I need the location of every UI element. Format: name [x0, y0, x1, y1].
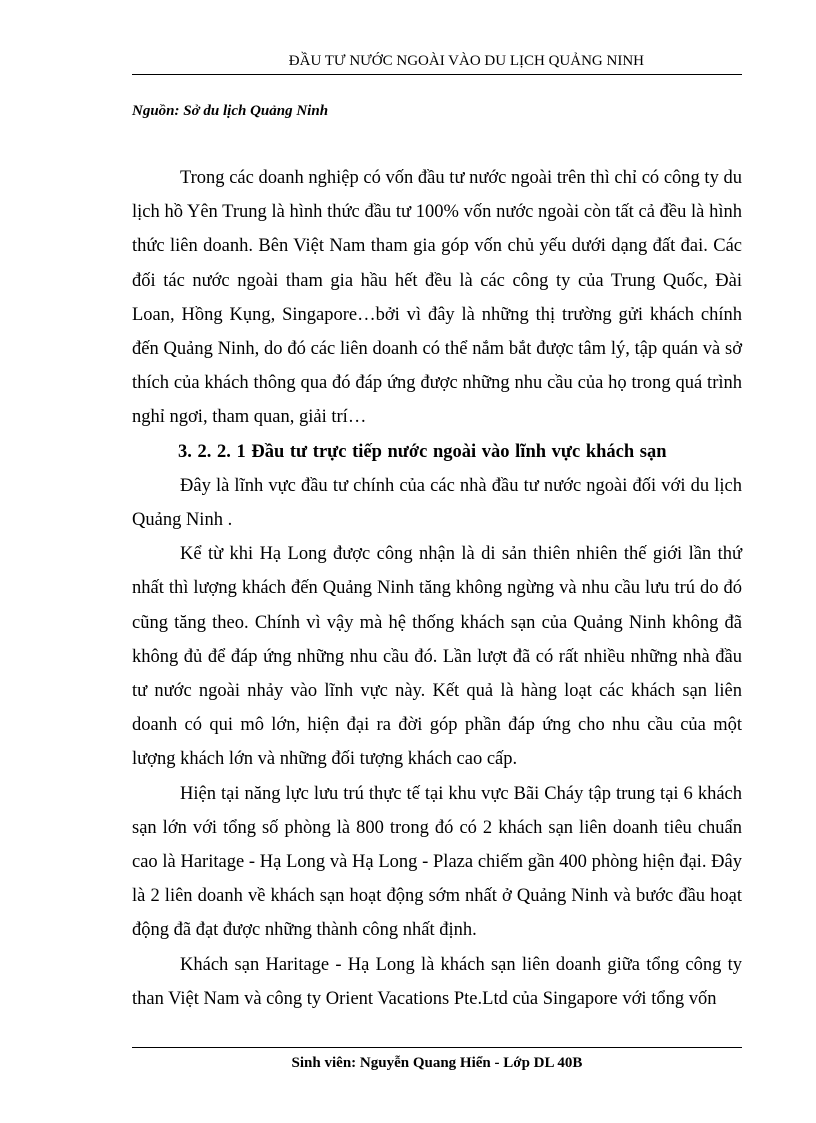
- paragraph: Hiện tại năng lực lưu trú thực tế tại khu vực Bãi Cháy tập trung tại 6 khách sạn lớn với tổng số phòng là 800 trong đó có 2 khách sạn liên doanh tiêu chuẩn cao là Haritage - Hạ Long và Hạ Long - Plaza chiếm gần 400 phòng hiện đại. Đây là 2 liên doanh về khách sạn hoạt động sớm nhất ở Quảng Ninh và bước đầu hoạt động đã đạt được những thành công nhất định.: [132, 783, 742, 941]
- paragraph: Kể từ khi Hạ Long được công nhận là di sản thiên nhiên thế giới lần thứ nhất thì lượng khách đến Quảng Ninh tăng không ngừng và nhu cầu lưu trú do đó cũng tăng theo. Chính vì vậy mà hệ thống khách sạn của Quảng Ninh không đã không đủ để đáp ứng những nhu cầu đó. Lần lượt đã có rất nhiều những nhà đầu tư nước ngoài nhảy vào lĩnh vực này. Kết quả là hàng loạt các khách sạn liên doanh có qui mô lớn, hiện đại ra đời góp phần đáp ứng cho nhu cầu của một lượng khách lớn và những đối tượng khách cao cấp.: [132, 544, 742, 770]
- paragraph: Khách sạn Haritage - Hạ Long là khách sạn liên doanh giữa tổng công ty than Việt Nam và công ty Orient Vacations Pte.Ltd của Singapore với tổng vốn: [132, 954, 742, 1009]
- paragraph-intro: Trong các doanh nghiệp có vốn đầu tư nước ngoài trên thì chỉ có công ty du lịch hồ Yên Trung là hình thức đầu tư 100% vốn nước ngoài còn tất cả đều là hình thức liên doanh. Bên Việt Nam tham gia góp vốn chủ yếu dưới dạng đất đai. Các đối tác nước ngoài tham gia hầu hết đều là các công ty của Trung Quốc, Đài Loan, Hồng Kụng, Singapore…bởi vì đây là những thị trường gửi khách chính đến Quảng Ninh, do đó các liên doanh có thể nắm bắt được tâm lý, tập quán và sở thích của khách thông qua đó đáp ứng được những nhu cầu của họ trong quá trình nghỉ ngơi, tham quan, giải trí…: [132, 168, 742, 428]
- section-heading: 3. 2. 2. 1 Đầu tư trực tiếp nước ngoài vào lĩnh vực khách sạn: [178, 441, 667, 462]
- document-body: [132, 93, 742, 1016]
- header-title: ĐẦU TƯ NƯỚC NGOÀI VÀO DU LỊCH QUẢNG NINH: [288, 53, 644, 69]
- paragraph: Đây là lĩnh vực đầu tư chính của các nhà đầu tư nước ngoài đối với du lịch Quảng Ninh .: [132, 475, 742, 531]
- page-header: [132, 52, 742, 75]
- page-footer: [132, 1047, 742, 1072]
- source-note: Nguồn: Sở du lịch Quảng Ninh: [132, 103, 329, 119]
- footer-text: Sinh viên: Nguyễn Quang Hiển - Lớp DL 40B: [291, 1055, 583, 1071]
